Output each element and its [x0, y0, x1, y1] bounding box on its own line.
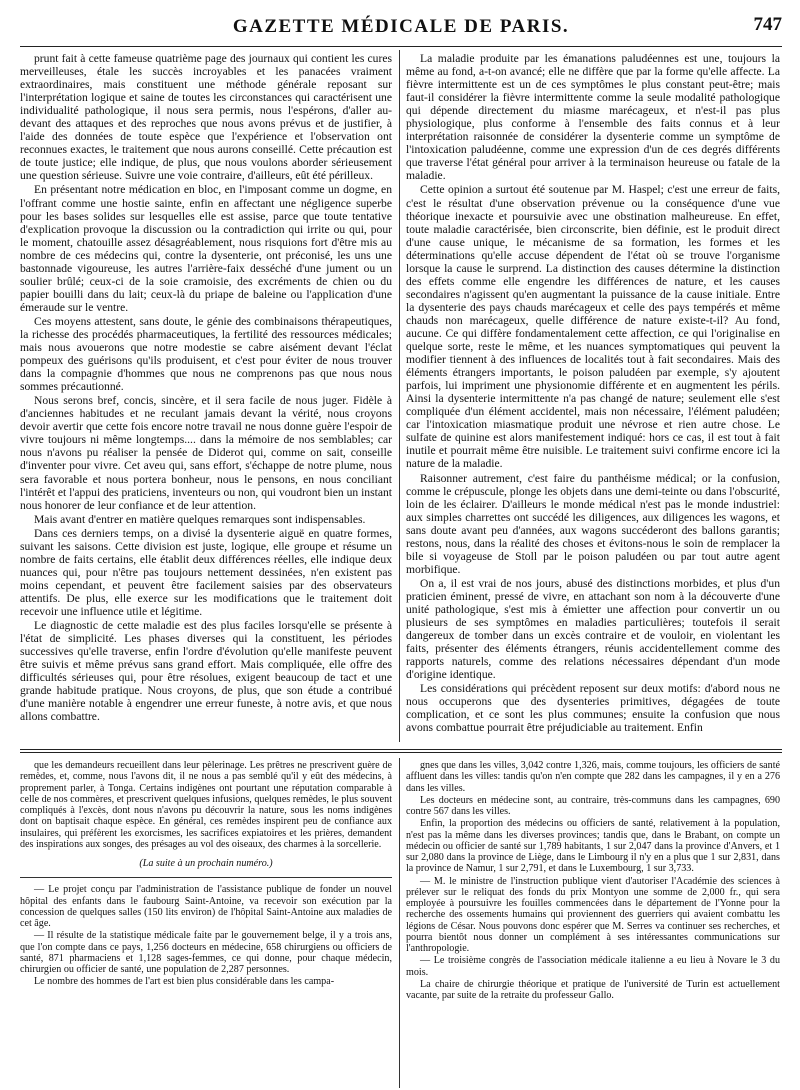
page-number: 747: [753, 14, 782, 35]
paragraph: Ces moyens attestent, sans doute, le génie des combinaisons thérapeutiques, la richesse des procédés pharmaceutiques, la fertilité des ressources médicales; mais nous avouerons que notre modestie se cabre aisément devant l'éclat pompeux des guérisons qu'ils produisent, et c'est pour éviter de nous trouver dans la compagnie d'hommes que nous ne comprenons pas que nous nous sommes précautionné.: [20, 314, 392, 394]
news-item: — Il résulte de la statistique médicale faite par le gouvernement belge, il y a trois ans, que l'on compte dans ce pays, 1,256 docteurs en médecine, 658 chirurgiens ou officiers de santé, 871 pharmaciens et 1,128 sages-femmes, ce qui donne, pour chaque médecin, chirurgien ou officier de santé, une population de 2,287 personnes.: [20, 930, 392, 975]
journal-title: GAZETTE MÉDICALE DE PARIS.: [232, 16, 570, 37]
upper-right-column: [406, 52, 780, 742]
paragraph: Cette opinion a surtout été soutenue par M. Haspel; c'est une erreur de faits, c'est le résultat d'une observation prévenue ou la conséquence d'une vue théorique inexacte et poursuivie avec une obstination malheureuse. En effet, toute maladie caractérisée, bien circonscrite, bien définie, est le produit direct d'une cause unique, le mécanisme de sa formation, les formes et les déterminations qu'elle accuse dépendent de l'état où se trouve l'organisme lorsque la cause le surprend. La distinction des causes détermine la distinction des effets comme elle engendre les différences de nature, et les causes secondaires n'agissent qu'en augmentant la puissance de la cause initiale. Entre la dysenterie des pays chauds marécageux et celle des pays tempérés et même chauds non marécageux, quelle différence de nature existe-t-il? Au fond, aucune. Ce qui diffère fondamentalement cette affection, ce qui l'originalise en quelque sorte, reste le même, et les nuances symptomatiques qui peuvent la modifier tiennent à des influences de localités tout à fait secondaires. Mais des éléments étrangers importants, le poison paludéen par exemple, s'y ajoutent parfois, lui impriment une physionomie différente et en augmentent les périls. Ainsi la dysenterie intermittente n'a pas changé de nature; seulement elle s'est compliquée d'un élément accidentel, mais non nécessaire, l'élément paludéen; car l'intoxication miasmatique produit une névrose et rien autre chose. Le sulfate de quinine est alors manifestement indiqué: hors ce cas, il est tout à fait inutile et pourrait même être nuisible. Le traitement suivi confirme encore ici la nature de la maladie.: [406, 183, 780, 471]
paragraph: En présentant notre médication en bloc, en l'imposant comme un dogme, en l'offrant comme une hostie sainte, enfin en affectant une négligence superbe pour les bases solides sur lesquelles elle est assise, parce que toute tentative d'explication provoque la discussion ou la contradiction qui irrite ou qui, pour le moment, chatouille assez désagréablement, nous risquions fort d'être mis au nombre de ces médecins qui, contre la dysenterie, ont préconisé, les uns une bastonnade vigoureuse, les autres l'arrière-faix desséché d'une jument ou un soulier brûlé; ceux-ci de la soie cramoisie, des excréments de chien ou du papier bouilli dans du lait; ceux-là du priape de baleine ou l'application d'une émeraude sur le ventre.: [20, 183, 392, 314]
news-separator: [20, 877, 392, 878]
column-divider: [399, 50, 400, 742]
news-item: — Le projet conçu par l'administration de l'assistance publique de fonder un nouvel hôpital des enfants dans le faubourg Saint-Antoine, va recevoir son exécution par la concession de quelques salles (150 lits environ) de l'hôpital Saint-Antoine aux maladies de cet âge.: [20, 884, 392, 929]
paragraph: La maladie produite par les émanations paludéennes est une, toujours la même au fond, a-t-on avancé; elle ne diffère que par la forme qu'elle affecte. La fièvre intermittente est un de ces symptômes le plus constant peut-être; mais faut-il considérer la fièvre intermittente comme la seule modalité pathologique qui dépende directement du miasme marécageux, et n'est-il pas plus physiologique, plus conforme à l'ensemble des faits connus et à leur interprétation raisonnée de considérer la dysenterie comme un symptôme de l'intoxication paludéenne, comme une expression d'un de ces degrés différents que traverse l'état général pour arriver à la terminaison heureuse ou fatale de la maladie.: [406, 52, 780, 183]
paragraph: Les considérations qui précèdent reposent sur deux motifs: d'abord nous ne nous occuperons que des dysenteries primitives, dégagées de toute complication, et ce sont les plus communes; ensuite la confusion que nous avons combattue pourrait être préjudiciable au traitement. Enfin: [406, 682, 780, 735]
news-item: — Le troisième congrès de l'association médicale italienne a eu lieu à Novare le 3 du mois.: [406, 955, 780, 978]
paragraph: Mais avant d'entrer en matière quelques remarques sont indispensables.: [34, 512, 366, 526]
paragraph: que les demandeurs recueillent dans leur pèlerinage. Les prêtres ne prescrivent guère de remèdes, et, comme, nous l'avons dit, il ne nous a pas semblé qu'il y eût des médecins, à proprement parler, à Tonga. Certains indigènes ont pourtant une réputation comparable à celle de nos commères, et prescrivent quelques infusions, quelques remèdes, le plus souvent compliqués à l'excès, dont nous n'avons pu découvrir la nature, sous les noms indigènes dont on baptisait chaque espèce. En général, ces remèdes inspirent peu de confiance aux insulaires, qui préfèrent les exorcismes, les sacrifices expiatoires et les prières, demandent des inspirations aux songes, des présages au vol des oiseaux, des charmes à la sorcellerie.: [20, 760, 392, 850]
upper-left-column: [20, 52, 392, 742]
continuation-note: (La suite à un prochain numéro.): [139, 858, 273, 869]
page-header: [20, 8, 782, 48]
paragraph: Raisonner autrement, c'est faire du panthéisme médical; or la confusion, comme le crépuscule, plonge les objets dans une demi-teinte ou dans l'obscurité, loin de les éclairer. D'ailleurs le monde médical n'est pas le monde industriel: aux simples charrettes ont succédé les diligences, aux diligences les wagons, et sans doute avant peu d'années, aux wagons succéderont des ballons garantis; restons, nous, dans la réalité des choses et évitons-nous le soin de remplacer la bile si voyageuse de Stoll par le poison paludéen ou par tout autre agent morbifique.: [406, 471, 780, 576]
news-item: Enfin, la proportion des médecins ou officiers de santé, relativement à la population, n'est pas la même dans les diverses provinces; tandis que, dans le Brabant, on compte un médecin ou officier de santé sur 1,789 habitants, 1 sur 2,047 dans la province d'Anvers, et 1 sur 2,080 dans la province de Liège, dans le Limbourg il n'y en a plus que 1 sur 2,831, dans la province de Namur, 1 sur 2,791, et dans le Luxembourg, 1 sur 3,733.: [406, 818, 780, 875]
section-rule: [20, 752, 782, 753]
news-item: — M. le ministre de l'instruction publique vient d'autoriser l'Académie des sciences à prélever sur le reliquat des fonds du prix Montyon une somme de 2,000 fr., qui sera employée à poursuivre les fouilles commencées dans le département de l'Yonne pour la recherche des ossements humains qui proviennent des guerriers qui avaient combattu les légions de César. Nous pouvons donc espérer que M. Serres va continuer ses recherches, et pourra bientôt nous donner un complément à ses intéressantes communications sur l'anthropologie.: [406, 875, 780, 954]
news-item: Les docteurs en médecine sont, au contraire, très-communs dans les campagnes, 690 contre 567 dans les villes.: [406, 794, 780, 817]
column-divider: [399, 758, 400, 1088]
paragraph: Dans ces derniers temps, on a divisé la dysenterie aiguë en quatre formes, suivant les saisons. Cette division est juste, logique, elle groupe et résume un nombre de faits certains, elle établit deux différences réelles, elle indique deux nuances qui, pour n'être pas toujours nettement dessinées, n'en existent pas moins cependant, et peuvent être facilement saisies par des observateurs attentifs. De plus, elle exerce sur les modifications que le traitement doit recevoir une influence utile et légitime.: [20, 526, 392, 618]
lower-left-column: [20, 760, 392, 1085]
section-rule: [20, 749, 782, 750]
paragraph: Nous serons bref, concis, sincère, et il sera facile de nous juger. Fidèle à d'anciennes habitudes et ne reculant jamais devant la vérité, nous croyons devoir avertir que cette fois encore notre travail ne nous donne guère l'espoir de vivre toujours ni même longtemps.... dans la mémoire de nos semblables; car nous n'avons pu réaliser la pensée de Diderot qui, comme on sait, conseille d'inventer pour vivre. Cet aveu qui, sans effort, s'échappe de notre plume, nous sera favorable et nous portera bonheur, nous le pensons, en nous conciliant l'intérêt et l'appui des praticiens, inventeurs ou non, qui voudront bien un instant nous honorer de leur confiance et de leur attention.: [20, 394, 392, 512]
paragraph: On a, il est vrai de nos jours, abusé des distinctions morbides, et plus d'un praticien éminent, pressé de vivre, en attachant son nom à la découverte d'une unité pathologique, s'est mis à émietter une affection pour convertir un ou plusieurs de ses symptômes en maladies particulières; toutefois il serait dangereux de tomber dans un excès contraire et de vouloir, en violentant les faits, présenter des éléments étrangers, réunis accidentellement comme des rapports naturels, comme des relations nécessaires dépendant d'un mode d'origine identique.: [406, 576, 780, 682]
paragraph: prunt fait à cette fameuse quatrième page des journaux qui contient les cures merveilleuses, étale les succès incroyables et les panacées vraiment extraordinaires, mais constituent une méthode générale reposant sur l'interprétation logique et saine de toutes les circonstances qui caractérisent une individualité pathologique, il nous sera permis, nous l'espérons, d'aller au-devant des attaques et des reproches que nous avons prévus et de justifier, à l'aide des données de toute espèce que l'expérience et l'observation ont reconnues exactes, le traitement que nous aurons conseillé. Cette précaution est de toute justice; elle indique, de plus, que nous voulons aborder sérieusement une question sérieuse. Suivre une voie contraire, d'ailleurs, eût été périlleux.: [20, 52, 392, 183]
news-item: gnes que dans les villes, 3,042 contre 1,326, mais, comme toujours, les officiers de santé affluent dans les villes: tandis qu'on n'en compte que 282 dans les campagnes, il y en a 276 dans les villes.: [406, 760, 780, 794]
header-rule: [20, 46, 782, 47]
lower-right-column: [406, 760, 780, 1085]
news-item: Le nombre des hommes de l'art est bien plus considérable dans les campa-: [34, 976, 335, 988]
paragraph: Le diagnostic de cette maladie est des plus faciles lorsqu'elle se présente à l'état de simplicité. Les phases diverses qui la constituent, les périodes successives qu'elle traverse, enfin l'ordre d'évolution qu'elle manifeste peuvent être suivis et même prévus sans grand effort. Mais compliquée, elle offre des difficultés sérieuses qui, pour être résolues, exigent beaucoup de tact et une grande habitude pratique. Nous croyons, de plus, que son étude a contribué d'une manière notable à engendrer une erreur funeste, à notre avis, et que nous allons combattre.: [20, 619, 392, 724]
news-item: La chaire de chirurgie théorique et pratique de l'université de Turin est actuellement vacante, par suite de la retraite du professeur Gallo.: [406, 978, 780, 1001]
